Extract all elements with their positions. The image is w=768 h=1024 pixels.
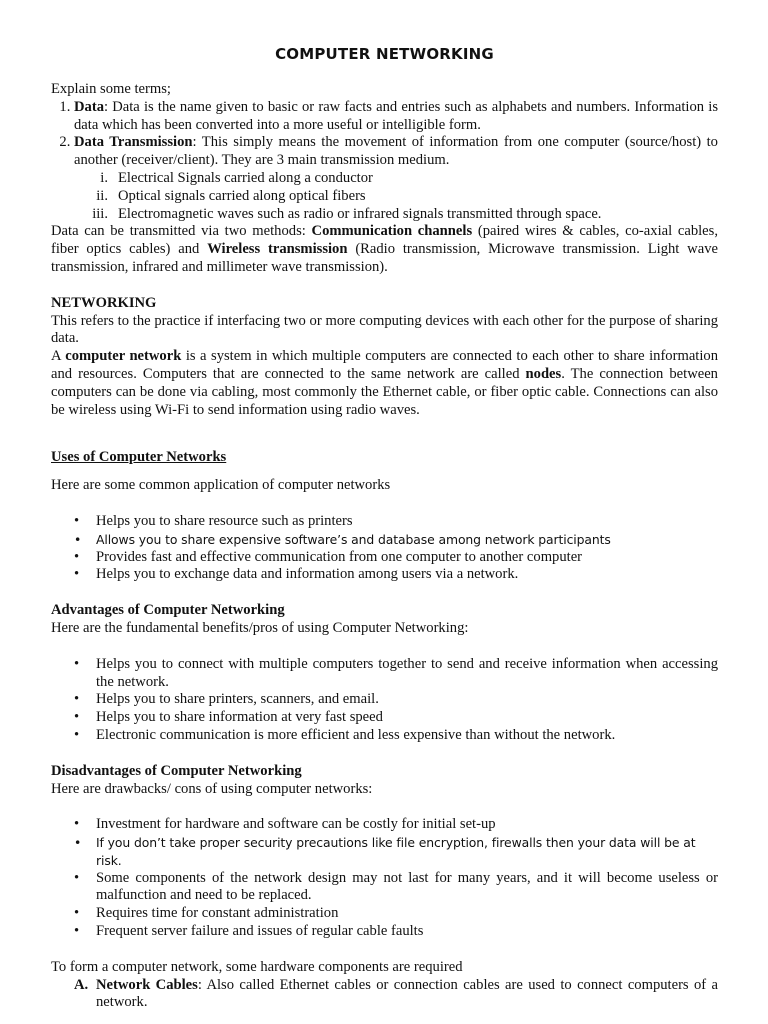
- list-item: • Helps you to share printers, scanners, and email.: [96, 691, 718, 709]
- list-number: iii.: [92, 205, 108, 222]
- para-bold: nodes: [525, 365, 562, 382]
- intro-text: Explain some terms;: [51, 81, 171, 97]
- networking-heading: NETWORKING: [51, 294, 157, 311]
- list-number: i.: [100, 169, 108, 186]
- list-item: • If you don’t take proper security precautions like file encryption, firewalls then your data will be at risk.: [96, 834, 718, 870]
- list-item: • Helps you to share resource such as printers: [96, 513, 718, 531]
- term-text: : Also called Ethernet cables or connection cables are used to connect computers of a network.: [96, 976, 718, 1011]
- methods-paragraph: [51, 223, 718, 276]
- methods-text: (paired wires & cables, co-axial cables, fiber optics cables) and: [51, 223, 718, 258]
- list-item: • Requires time for constant administration: [96, 905, 718, 923]
- advantages-intro: Here are the fundamental benefits/pros of using Computer Networking:: [51, 619, 469, 636]
- term-text: : This simply means the movement of information from one computer (source/host) to another (receiver/client). They are 3 main transmission medium.: [74, 134, 718, 169]
- list-item: [96, 188, 718, 206]
- list-item: [96, 170, 718, 188]
- term-text: : Data is the name given to basic or raw facts and entries such as alphabets and numbers. Information is data which has been converted into a more useful or intelligible form.: [74, 98, 718, 133]
- methods-text: Data can be transmitted via two methods:: [51, 223, 312, 240]
- networking-para1: This refers to the practice if interfacing two or more computing devices with each other for the purpose of sharing data.: [51, 312, 718, 347]
- list-text: Electromagnetic waves such as radio or infrared signals transmitted through space.: [118, 205, 602, 222]
- disadvantages-intro: Here are drawbacks/ cons of using computer networks:: [51, 780, 373, 797]
- para-bold: computer network: [65, 348, 182, 365]
- para-text: is a system in which multiple computers are connected to each other to share information and resources. Computers that are connected to the same network are called: [51, 348, 718, 382]
- uses-heading: Uses of Computer Networks: [51, 449, 227, 466]
- list-item: • Allows you to share expensive software’s and database among network participants: [96, 531, 718, 549]
- disadvantages-list: [51, 816, 718, 941]
- list-text: Optical signals carried along optical fibers: [118, 187, 366, 204]
- hardware-intro: To form a computer network, some hardware components are required: [51, 958, 463, 975]
- page-title: COMPUTER NETWORKING: [275, 45, 494, 63]
- networking-para2: [51, 348, 718, 419]
- list-text: Electrical Signals carried along a conductor: [118, 169, 373, 186]
- uses-list: [51, 513, 718, 584]
- methods-bold: Communication channels: [311, 223, 473, 240]
- list-item: • Provides fast and effective communication from one computer to another computer: [96, 549, 718, 567]
- term-data-transmission: [74, 134, 718, 170]
- mediums-list: [51, 170, 718, 223]
- disadvantages-heading: Disadvantages of Computer Networking: [51, 762, 302, 779]
- list-item: • Frequent server failure and issues of regular cable faults: [96, 923, 718, 941]
- term-label: Data Transmission: [74, 134, 193, 151]
- advantages-list: [51, 656, 718, 745]
- list-item: • Electronic communication is more efficient and less expensive than without the network.: [96, 727, 718, 745]
- para-text: A: [51, 348, 66, 365]
- methods-bold: Wireless transmission: [207, 241, 348, 258]
- methods-text: (Radio transmission, Microwave transmission. Light wave transmission, infrared and millimeter wave transmission).: [51, 241, 718, 275]
- list-item: • Helps you to exchange data and information among users via a network.: [96, 566, 718, 584]
- list-number: ii.: [96, 187, 108, 204]
- document-page: [51, 44, 718, 1012]
- uses-intro: Here are some common application of computer networks: [51, 477, 391, 494]
- advantages-heading: Advantages of Computer Networking: [51, 602, 285, 619]
- list-item: [92, 205, 718, 224]
- term-label: Data: [74, 98, 104, 115]
- list-item: • Helps you to connect with multiple computers together to send and receive information when accessing the network.: [96, 656, 718, 692]
- list-item: • Investment for hardware and software can be costly for initial set-up: [96, 816, 718, 834]
- terms-list: [51, 99, 718, 170]
- hardware-list: [51, 977, 718, 1013]
- term-label: Network Cables: [96, 976, 198, 993]
- list-letter: A.: [74, 976, 89, 993]
- term-data: [74, 99, 718, 135]
- para-text: . The connection between computers can be done via cabling, most commonly the Ethernet cable, or fiber optic cable. Connections can also be wireless using Wi-Fi to send information using radio waves.: [51, 365, 718, 418]
- list-item: • Helps you to share information at very fast speed: [96, 709, 718, 727]
- list-item: • Some components of the network design may not last for many years, and it will become useless or malfunction and need to be replaced.: [96, 870, 718, 906]
- list-item: [74, 976, 718, 1013]
